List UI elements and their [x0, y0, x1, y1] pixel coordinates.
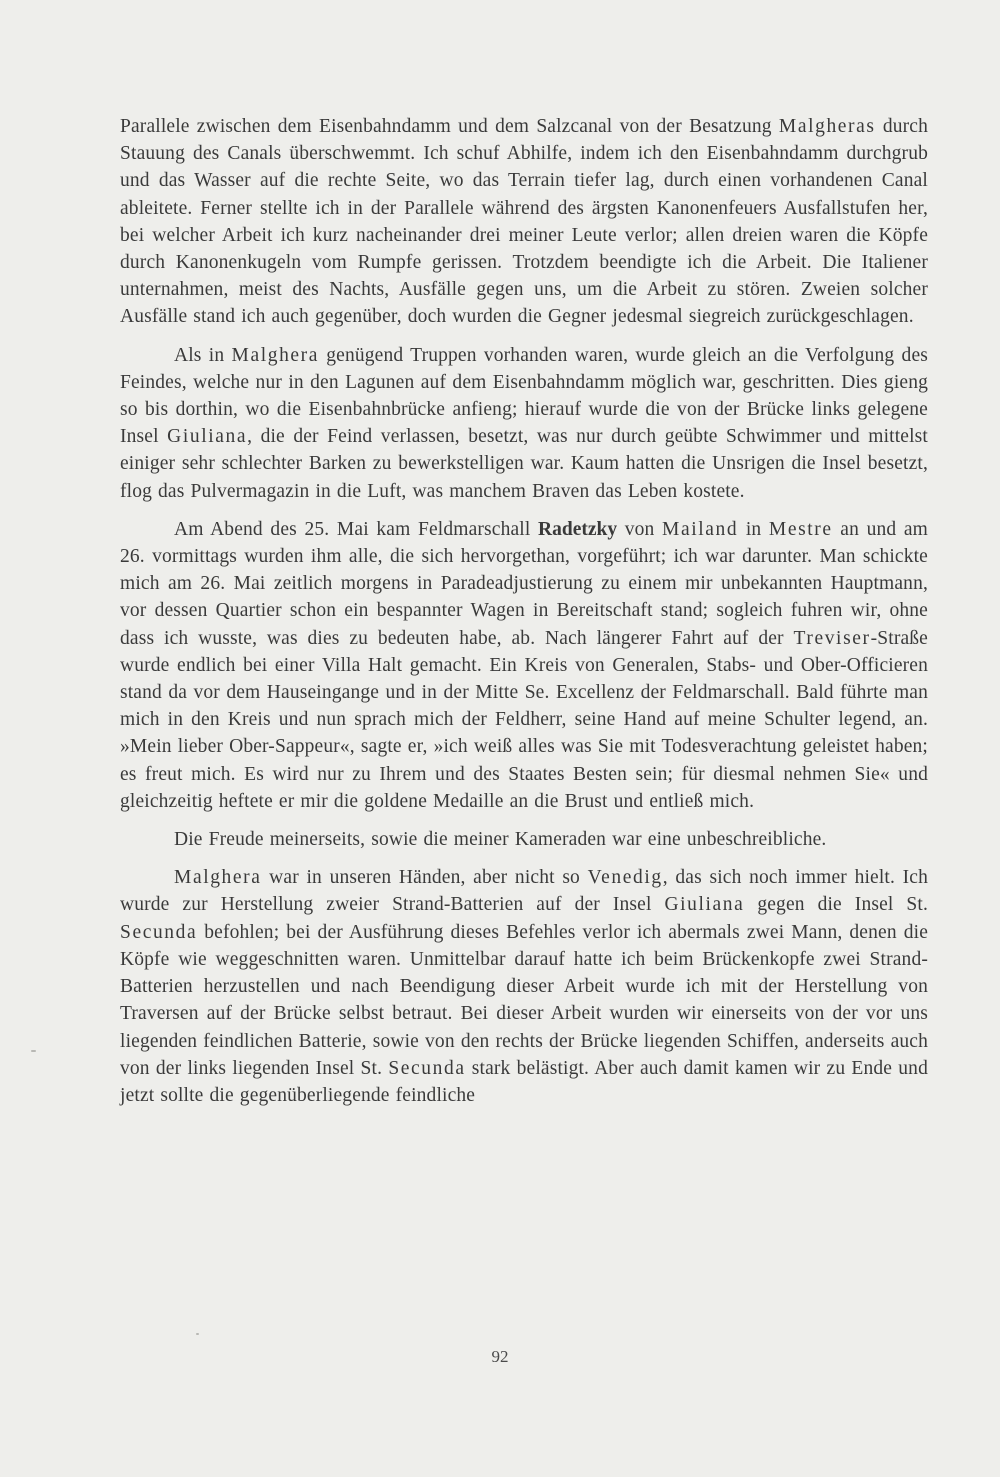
text-run: durch Stauung des Canals überschwemmt. Ich schuf Abhilfe, indem ich den Eisenbahndamm durchgrub und das Wasser auf die rechte Seite, wo das Terrain tiefer lag, durch einen vorhandenen Canal ableitete. Ferner stellte ich in der Parallele während des ärgsten Kanonenfeuers Ausfallstufen her, bei welcher Arbeit ich kurz nacheinander drei meiner Leute verlor; allen dreien waren die Köpfe durch Kanonenkugeln vom Rumpfe gerissen. Trotzdem beendigte ich die Arbeit. Die Italiener unternahmen, meist des Nachts, Ausfälle gegen uns, um die Arbeit zu stören. Zweien solcher Ausfälle stand ich auch gegenüber, doch wurden die Gegner jedesmal siegreich zurückgeschlagen.	[120, 116, 928, 328]
text-run: befohlen; bei der Ausführung dieses Befehles verlor ich abermals zwei Mann, denen die Köpfe wie weggeschnitten waren. Unmittelbar darauf hatte ich beim Brückenkopfe zwei Strand-Batterien herzustellen und nach Beendigung dieser Arbeit wurde ich mit der Herstellung von Traversen auf der Brücke selbst betraut. Bei dieser Arbeit wurden wir einerseits von der vor uns liegenden feindlichen Batterie, sowie von den rechts der Brücke liegenden Schiffen, anderseits auch von der links liegenden Insel St.	[120, 921, 928, 1079]
spaced-name: Giuliana	[664, 894, 745, 916]
paragraph-4	[120, 826, 928, 853]
body-text	[120, 113, 928, 1109]
text-run: Als in	[174, 344, 232, 366]
spaced-name: Treviser	[793, 627, 871, 649]
spaced-name: Mestre	[768, 518, 833, 540]
text-run: Parallele zwischen dem Eisenbahndamm und dem Salzcanal von der Besatzung	[120, 116, 779, 137]
text-run: Die Freude meinerseits, sowie die meiner Kameraden war eine unbeschreibliche.	[174, 829, 827, 851]
spaced-name: Mailand	[662, 518, 739, 540]
spaced-name: Malghera	[231, 344, 320, 366]
text-run: gegen die Insel St.	[744, 894, 928, 916]
text-run: , die der Feind verlassen, besetzt, was nur durch geübte Schwimmer und mittelst einiger sehr schlechter Barken zu bewerkstelligen war. Kaum hatten die Unsrigen die Insel besetzt, flog das Pulvermagazin in die Luft, was manchem Braven das Leben kostete.	[120, 426, 928, 502]
text-run: von	[617, 518, 663, 540]
paragraph-2	[120, 342, 928, 505]
paragraph-3	[120, 516, 928, 815]
page-number: 92	[491, 1347, 509, 1366]
text-run: genügend Truppen vorhanden waren, wurde gleich an die Verfolgung des Feindes, welche nur in den Lagunen auf dem Eisenbahndamm möglich war, geschritten. Dies gieng so bis dorthin, wo die Eisenbahnbrücke anfieng; hierauf wurde die von der Brücke links gelegene Insel	[120, 344, 928, 448]
paragraph-1	[120, 113, 928, 331]
spaced-name: Giuliana	[167, 426, 248, 448]
text-run: stark belästigt. Aber auch damit kamen wir zu Ende und jetzt sollte die gegenüberliegende feindliche	[120, 1057, 928, 1106]
spaced-name: Venedig	[587, 867, 663, 889]
text-run: , das sich noch immer hielt. Ich wurde zur Herstellung zweier Strand-Batterien auf der Insel	[120, 867, 928, 916]
text-run: -Straße wurde endlich bei einer Villa Halt gemacht. Ein Kreis von Generalen, Stabs- und Ober-Officieren stand da vor dem Hauseingange und in der Mitte Se. Excellenz der Feldmarschall. Bald führte man mich in den Kreis und nun sprach mich der Feldherr, seine Hand auf meine Schulter legend, an. »Mein lieber Ober-Sappeur«, sagte er, »ich weiß alles was Sie mit Todesverachtung geleistet haben; es freut mich. Es wird nur zu Ihrem und des Staates Besten sein; für diesmal nehmen Sie« und gleichzeitig heftete er mir die goldene Medaille an die Brust und entließ mich.	[120, 627, 928, 812]
spaced-name: Secunda	[120, 921, 198, 943]
text-run: Am Abend des 25. Mai kam Feldmarschall	[174, 518, 539, 540]
spaced-name: Malghera	[174, 867, 262, 889]
spaced-name: Secunda	[388, 1057, 466, 1079]
text-run: an und am 26. vormittags wurden ihm alle, die sich hervorgethan, vorgeführt; ich war darunter. Man schickte mich am 26. Mai zeitlich morgens in Paradeadjustierung zu einem mir unbekannten Hauptmann, vor dessen Quartier schon ein bespannter Wagen in Bereitschaft stand; sogleich fuhren wir, ohne dass ich wusste, was dies zu bedeuten habe, ab. Nach längerer Fahrt auf der	[120, 518, 929, 649]
spaced-name: Malgheras	[778, 116, 876, 137]
text-run: in	[738, 518, 769, 540]
text-run: war in unseren Händen, aber nicht so	[261, 867, 588, 889]
paper-speck	[196, 1333, 199, 1335]
bold-name: Radetzky	[538, 518, 618, 540]
paper-speck	[31, 1050, 36, 1052]
paragraph-5	[120, 864, 928, 1109]
